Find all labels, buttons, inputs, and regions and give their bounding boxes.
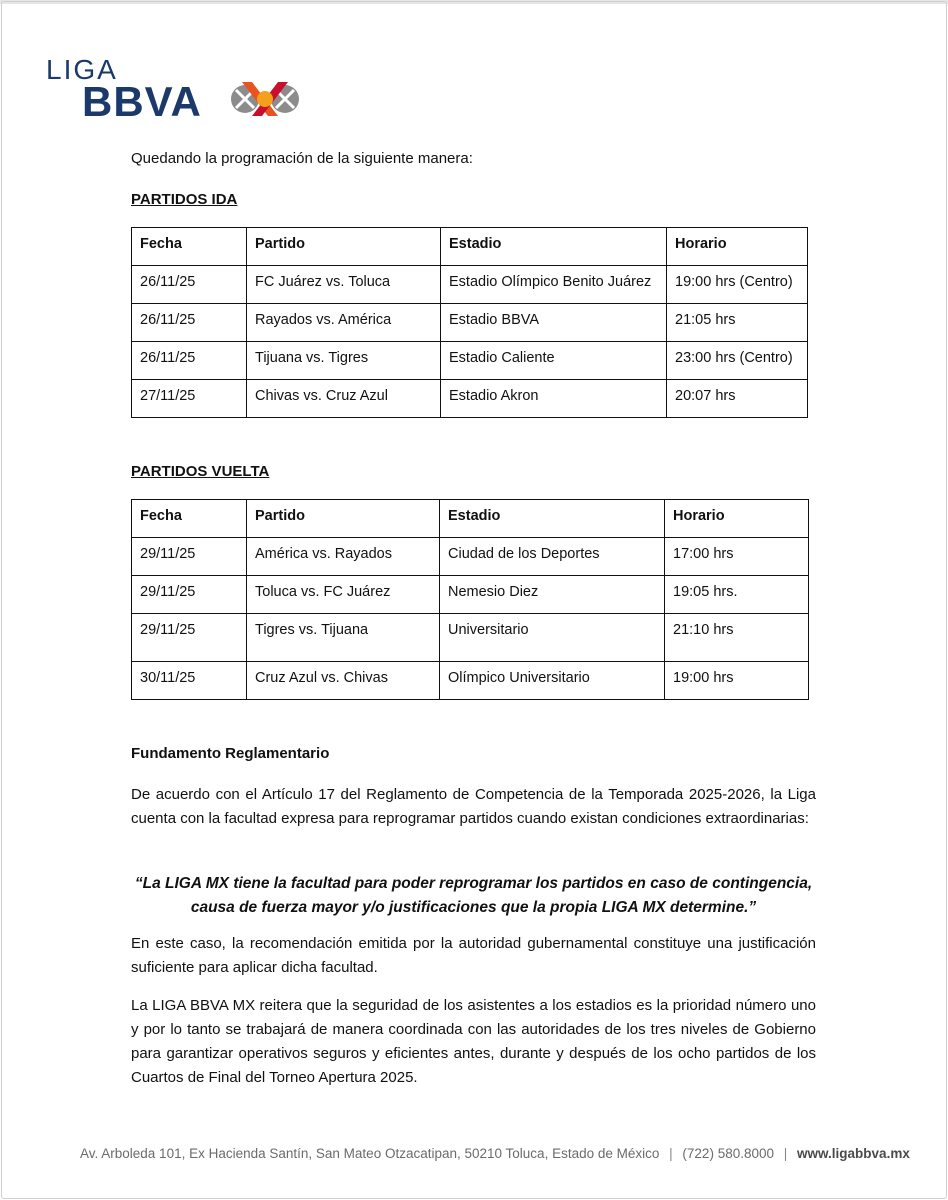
cell-partido: Toluca vs. FC Juárez xyxy=(247,576,440,614)
cell-horario: 19:05 hrs. xyxy=(665,576,809,614)
cell-fecha: 26/11/25 xyxy=(132,304,247,342)
footer-phone: (722) 580.8000 xyxy=(682,1146,774,1161)
header-horario: Horario xyxy=(665,500,809,538)
table-row xyxy=(132,304,808,342)
header-estadio: Estadio xyxy=(440,500,665,538)
footer-separator: | xyxy=(669,1146,673,1161)
cell-horario: 23:00 hrs (Centro) xyxy=(667,342,808,380)
liga-mx-emblem-icon xyxy=(230,76,300,122)
cell-horario: 19:00 hrs xyxy=(665,662,809,700)
table-row xyxy=(132,266,808,304)
intro-text: Quedando la programación de la siguiente manera: xyxy=(131,150,473,167)
partidos-vuelta-title: PARTIDOS VUELTA xyxy=(131,463,270,480)
cell-fecha: 29/11/25 xyxy=(132,538,247,576)
cell-partido: FC Juárez vs. Toluca xyxy=(247,266,441,304)
cell-fecha: 26/11/25 xyxy=(132,342,247,380)
header-estadio: Estadio xyxy=(441,228,667,266)
liga-bbva-logo xyxy=(46,52,306,124)
cell-fecha: 26/11/25 xyxy=(132,266,247,304)
footer xyxy=(80,1146,910,1161)
fundamento-heading: Fundamento Reglamentario xyxy=(131,745,330,762)
table-row xyxy=(132,342,808,380)
partidos-ida-title: PARTIDOS IDA xyxy=(131,191,238,208)
cell-estadio: Estadio Akron xyxy=(441,380,667,418)
cell-estadio: Olímpico Universitario xyxy=(440,662,665,700)
cell-partido: Cruz Azul vs. Chivas xyxy=(247,662,440,700)
header-partido: Partido xyxy=(247,500,440,538)
cell-partido: América vs. Rayados xyxy=(247,538,440,576)
table-row xyxy=(132,662,809,700)
quote-line-1: “La LIGA MX tiene la facultad para poder reprogramar los partidos en caso de contingencia, xyxy=(134,875,813,892)
header-horario: Horario xyxy=(667,228,808,266)
cell-estadio: Nemesio Diez xyxy=(440,576,665,614)
cell-horario: 21:05 hrs xyxy=(667,304,808,342)
fundamento-paragraph-1: De acuerdo con el Artículo 17 del Reglamento de Competencia de la Temporada 2025-2026, la Liga cuenta con la facultad expresa para reprogramar partidos cuando existan condiciones extraordinarias: xyxy=(131,786,816,827)
cell-horario: 21:10 hrs xyxy=(665,614,809,662)
footer-address: Av. Arboleda 101, Ex Hacienda Santín, San Mateo Otzacatipan, 50210 Toluca, Estado de México xyxy=(80,1146,660,1161)
cell-partido: Chivas vs. Cruz Azul xyxy=(247,380,441,418)
table-row xyxy=(132,576,809,614)
table-row xyxy=(132,380,808,418)
cell-horario: 19:00 hrs (Centro) xyxy=(667,266,808,304)
fundamento-paragraph-2: En este caso, la recomendación emitida por la autoridad gubernamental constituye una justificación suficiente para aplicar dicha facultad. xyxy=(131,935,816,976)
table-header-row xyxy=(132,228,808,266)
cell-partido: Rayados vs. América xyxy=(247,304,441,342)
cell-fecha: 30/11/25 xyxy=(132,662,247,700)
header-partido: Partido xyxy=(247,228,441,266)
cell-partido: Tigres vs. Tijuana xyxy=(247,614,440,662)
cell-fecha: 29/11/25 xyxy=(132,614,247,662)
cell-estadio: Ciudad de los Deportes xyxy=(440,538,665,576)
footer-website-link[interactable]: www.ligabbva.mx xyxy=(797,1146,910,1161)
table-header-row xyxy=(132,500,809,538)
table-row xyxy=(132,614,809,662)
cell-fecha: 27/11/25 xyxy=(132,380,247,418)
logo-bbva-text: BBVA xyxy=(82,78,202,125)
header-fecha: Fecha xyxy=(132,500,247,538)
cell-estadio: Estadio Olímpico Benito Juárez xyxy=(441,266,667,304)
cell-horario: 20:07 hrs xyxy=(667,380,808,418)
cell-estadio: Universitario xyxy=(440,614,665,662)
table-row xyxy=(132,538,809,576)
header-fecha: Fecha xyxy=(132,228,247,266)
footer-separator: | xyxy=(783,1146,788,1161)
logo-liga-text: LIGA xyxy=(46,54,118,85)
cell-estadio: Estadio Caliente xyxy=(441,342,667,380)
cell-partido: Tijuana vs. Tigres xyxy=(247,342,441,380)
quote-line-2: causa de fuerza mayor y/o justificaciones que la propia LIGA MX determine.” xyxy=(190,899,757,916)
reglamento-quote xyxy=(131,872,816,920)
fundamento-paragraph-3: La LIGA BBVA MX reitera que la seguridad de los asistentes a los estadios es la prioridad número uno y por lo tanto se trabajará de manera coordinada con las autoridades de los tres niveles de Gobierno para garantizar operativos seguros y eficientes antes, durante y después de los ocho partidos de los Cuartos de Final del Torneo Apertura 2025. xyxy=(131,997,816,1086)
partidos-vuelta-table xyxy=(131,499,809,700)
cell-horario: 17:00 hrs xyxy=(665,538,809,576)
partidos-ida-table xyxy=(131,227,808,418)
cell-estadio: Estadio BBVA xyxy=(441,304,667,342)
cell-fecha: 29/11/25 xyxy=(132,576,247,614)
